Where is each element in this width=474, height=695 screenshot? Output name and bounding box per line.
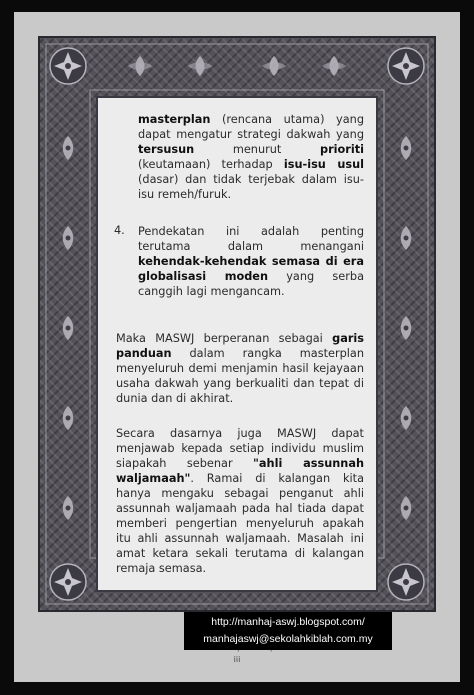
floral-motif-icon bbox=[63, 316, 74, 340]
floral-motif-icon bbox=[188, 56, 212, 76]
floral-motif-icon bbox=[63, 406, 74, 430]
corner-ornament-icon bbox=[388, 48, 424, 84]
floral-motif-icon bbox=[128, 56, 152, 76]
floral-motif-icon bbox=[63, 226, 74, 250]
paragraph-masterplan: masterplan (rencana utama) yang dapat mengatur strategi dakwah yang tersusun menurut prioriti (keutamaan) terhadap isu-isu usul (dasar) dan tidak terjebak dalam isu-isu remeh/furuk. bbox=[138, 113, 364, 201]
term-masterplan: masterplan bbox=[138, 113, 211, 126]
url-overlay bbox=[184, 612, 392, 650]
corner-ornament-icon bbox=[388, 564, 424, 600]
term-ahli-assunnah: "ahli assunnah waljamaah" bbox=[116, 457, 364, 485]
email-link[interactable]: manhajaswj@sekolahkiblah.com.my bbox=[203, 633, 373, 645]
term-tersusun: tersusun bbox=[138, 143, 195, 156]
term-isu-isu-usul: isu-isu usul bbox=[283, 158, 364, 171]
document-page bbox=[14, 12, 460, 682]
floral-motif-icon bbox=[401, 316, 412, 340]
paragraph-garis-panduan: Maka MASWJ berperanan sebagai garis panduan dalam rangka masterplan menyeluruh demi menjamin hasil kejayaan usaha dakwah yang berkualiti dan tepat di dunia dan di akhirat. bbox=[116, 332, 364, 405]
corner-ornament-icon bbox=[50, 48, 86, 84]
term-garis-panduan: garis panduan bbox=[116, 332, 364, 360]
floral-motif-icon bbox=[262, 56, 286, 76]
floral-motif-icon bbox=[401, 406, 412, 430]
floral-motif-icon bbox=[401, 496, 412, 520]
floral-motif-icon bbox=[322, 56, 346, 76]
list-item-4: Pendekatan ini adalah penting terutama dalam menangani kehendak-kehendak semasa di era globalisasi moden yang serba canggih lagi mengancam. bbox=[138, 225, 364, 298]
floral-motif-icon bbox=[401, 226, 412, 250]
list-number: 4. bbox=[114, 224, 125, 237]
floral-motif-icon bbox=[63, 136, 74, 160]
floral-motif-icon bbox=[63, 496, 74, 520]
text-panel bbox=[96, 96, 378, 592]
floral-motif-icon bbox=[401, 136, 412, 160]
blog-url-link[interactable]: http://manhaj-aswj.blogspot.com/ bbox=[211, 616, 365, 628]
term-prioriti: prioriti bbox=[319, 143, 364, 156]
corner-ornament-icon bbox=[50, 564, 86, 600]
paragraph-ahli-assunnah: Secara dasarnya juga MASWJ dapat menjawab kepada setiap individu muslim siapakah sebenar "ahli assunnah waljamaah". Ramai di kalangan kita hanya mengaku sebagai penganut ahli assunnah waljamaah pada hal tiada dapat memberi pengertian menyeluruh apakah itu ahli assunnah waljamaah. Masalah ini amat ketara sekali terutama di kalangan remaja semasa. bbox=[116, 427, 364, 575]
page-number: iii bbox=[233, 655, 241, 664]
term-kehendak: kehendak-kehendak semasa di era globalisasi moden bbox=[138, 255, 364, 283]
